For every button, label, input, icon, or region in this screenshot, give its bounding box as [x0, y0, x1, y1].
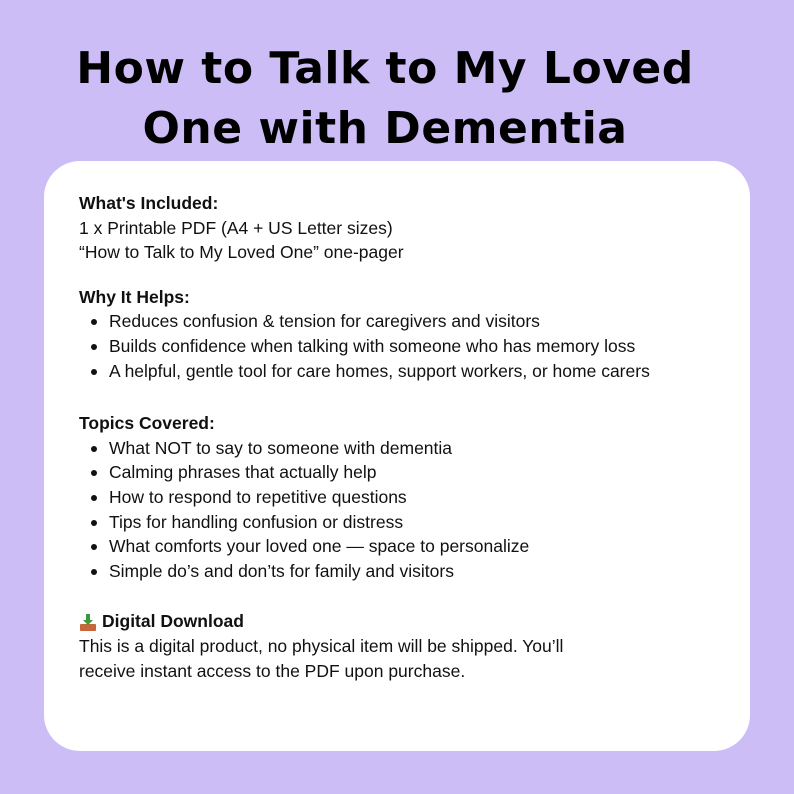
- topics-section: [79, 411, 729, 583]
- list-item: Reduces confusion & tension for caregivers and visitors: [91, 309, 729, 334]
- why-heading: Why It Helps:: [79, 286, 190, 307]
- topics-heading: Topics Covered:: [79, 413, 215, 434]
- download-line: receive instant access to the PDF upon purchase.: [79, 660, 466, 681]
- why-section: [79, 285, 729, 383]
- card-content: [79, 191, 729, 683]
- list-item: Simple do’s and don’ts for family and visitors: [91, 559, 729, 584]
- list-item: What comforts your loved one — space to personalize: [91, 534, 729, 559]
- title-line-1: How to Talk to My Loved: [76, 43, 694, 95]
- list-item: Calming phrases that actually help: [91, 460, 729, 485]
- info-card: [44, 161, 750, 751]
- download-heading-row: [79, 609, 729, 634]
- included-line: 1 x Printable PDF (A4 + US Letter sizes): [79, 217, 393, 238]
- included-heading: What's Included:: [79, 193, 219, 213]
- download-heading: Digital Download: [102, 611, 244, 632]
- list-item: Builds confidence when talking with someone who has memory loss: [91, 334, 729, 359]
- title-line-2: One with Dementia: [142, 103, 628, 155]
- included-section: [79, 191, 729, 265]
- included-line: “How to Talk to My Loved One” one-pager: [79, 242, 404, 263]
- list-item: Tips for handling confusion or distress: [91, 510, 729, 535]
- topics-list: [79, 436, 729, 584]
- download-section: [79, 609, 729, 683]
- why-list: [79, 309, 729, 383]
- list-item: A helpful, gentle tool for care homes, support workers, or home carers: [91, 359, 729, 384]
- inbox-tray-download-icon: [79, 613, 97, 631]
- download-line: This is a digital product, no physical item will be shipped. You’ll: [79, 635, 564, 656]
- list-item: What NOT to say to someone with dementia: [91, 436, 729, 461]
- list-item: How to respond to repetitive questions: [91, 485, 729, 510]
- page-title: [0, 39, 770, 159]
